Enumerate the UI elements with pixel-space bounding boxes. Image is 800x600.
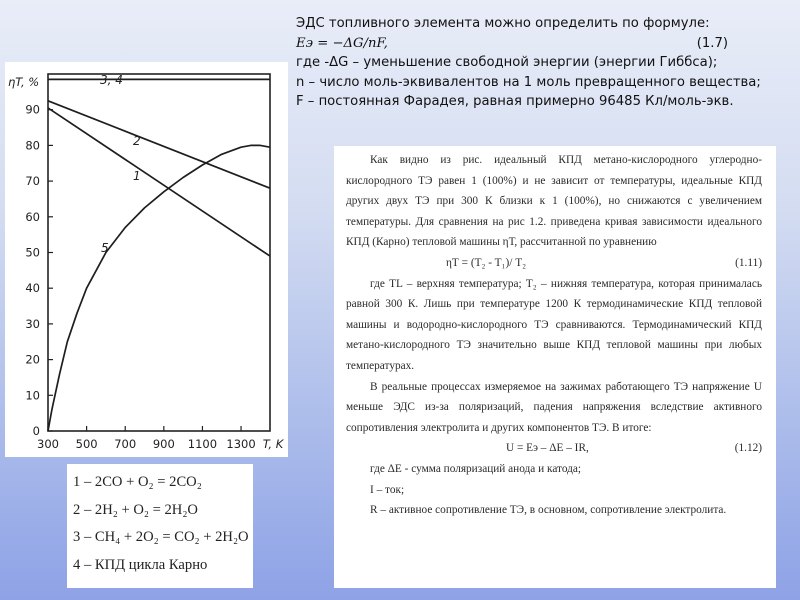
series-label-2: 2 bbox=[133, 134, 141, 148]
y-tick-label: 0 bbox=[32, 424, 40, 438]
series-label-4: 5 bbox=[101, 241, 109, 255]
efficiency-chart-card bbox=[5, 62, 288, 457]
header-formula-number: (1.7) bbox=[696, 35, 728, 51]
header-line-5: F – постоянная Фарадея, равная примерно 96485 Кл/моль-экв. bbox=[296, 94, 734, 110]
paragraph-temperatures: где TL – верхняя температура; T₂ – нижняя температура, которая принималась равной 300 К. Лишь при температуре 1200 К термодинамические КПД тепловой машины и водородно-кислородного ТЭ сравниваются. Термодинамический КПД метано-кислородного ТЭ значительно выше КПД тепловой машины при любых температурах. bbox=[346, 277, 762, 372]
x-tick-label: 1300 bbox=[226, 437, 256, 451]
plot-frame bbox=[48, 74, 270, 431]
x-tick-label: 500 bbox=[75, 437, 98, 451]
paragraph-efficiency: Как видно из рис. идеальный КПД метано-кислородного углеродно-кислородного ТЭ равен 1 (100%) и не зависит от температуры, идеальные КПД других двух ТЭ при 300 К близки к 1 (100%), но снижаются с увеличением температуры. Для сравнения на рис 1.2. приведена кривая зависимости идеального КПД (Карно) тепловой машины ηТ, рассчитанной по уравнению bbox=[346, 154, 762, 249]
y-tick-label: 60 bbox=[25, 209, 40, 224]
x-tick-label: 300 bbox=[37, 437, 59, 451]
x-axis-label: T, K bbox=[262, 437, 284, 451]
x-tick-label: 700 bbox=[114, 437, 137, 451]
explanation-text-card bbox=[334, 146, 776, 588]
equation-2-row bbox=[346, 438, 762, 459]
header-formula-line bbox=[296, 34, 796, 54]
equation-1-number: (1.11) bbox=[735, 256, 762, 269]
x-tick-label: 900 bbox=[152, 437, 175, 451]
header-formula: Eэ = −ΔG/nF, bbox=[296, 35, 388, 51]
header-line-3: где -ΔG – уменьшение свободной энергии (энергии Гиббса); bbox=[296, 55, 718, 71]
paragraph-resistance: R – активное сопротивление ТЭ, в основном, сопротивление электролита. bbox=[370, 504, 727, 517]
y-tick-label: 10 bbox=[25, 388, 40, 403]
series-line-3 bbox=[48, 108, 270, 256]
header-line-4: n – число моль-эквивалентов на 1 моль превращенного вещества; bbox=[296, 74, 761, 90]
legend-item-1: 1 – 2CO + O₂ = 2CO₂ bbox=[73, 474, 202, 490]
series-line-4 bbox=[48, 145, 270, 431]
legend-item-2: 2 – 2H₂ + O₂ = 2H₂O bbox=[73, 501, 198, 518]
equation-1: ηТ = (T₂ - T₁)/ T₂ bbox=[446, 256, 527, 269]
y-tick-label: 90 bbox=[25, 102, 40, 117]
legend-item-4: 4 – КПД цикла Карно bbox=[73, 556, 208, 573]
y-axis-label: ηT, % bbox=[8, 75, 40, 89]
y-tick-label: 40 bbox=[25, 281, 40, 296]
x-tick-label: 1100 bbox=[187, 437, 218, 451]
series-line-2 bbox=[48, 101, 270, 188]
paragraph-real-processes: В реальные процессах измеряемое на зажимах работающего ТЭ напряжение U меньше ЭДС из-за поляризаций, падения напряжения вследствие активного сопротивления электролита и других компонентов ТЭ. В итоге: bbox=[346, 380, 762, 434]
equation-2: U = Eэ – ΔE – IR, bbox=[506, 442, 589, 455]
y-tick-label: 70 bbox=[25, 174, 40, 189]
reaction-legend bbox=[67, 464, 253, 588]
y-tick-label: 30 bbox=[25, 316, 40, 331]
header-formula-block bbox=[296, 14, 796, 112]
equation-2-number: (1.12) bbox=[734, 442, 762, 455]
series-label-3: 1 bbox=[133, 169, 141, 183]
paragraph-current: I – ток; bbox=[370, 483, 405, 496]
legend-item-3: 3 – CH₄ + 2O₂ = CO₂ + 2H₂O bbox=[73, 529, 249, 545]
series-label-1: 3, 4 bbox=[100, 73, 123, 87]
header-line-1: ЭДС топливного элемента можно определить по формуле: bbox=[296, 16, 710, 31]
y-tick-label: 50 bbox=[25, 245, 40, 260]
y-tick-label: 80 bbox=[25, 138, 40, 153]
equation-1-row bbox=[346, 253, 762, 274]
paragraph-polarization: где ΔE - сумма поляризаций анода и катода; bbox=[370, 462, 582, 475]
efficiency-chart bbox=[5, 62, 288, 457]
y-tick-label: 20 bbox=[25, 352, 40, 367]
